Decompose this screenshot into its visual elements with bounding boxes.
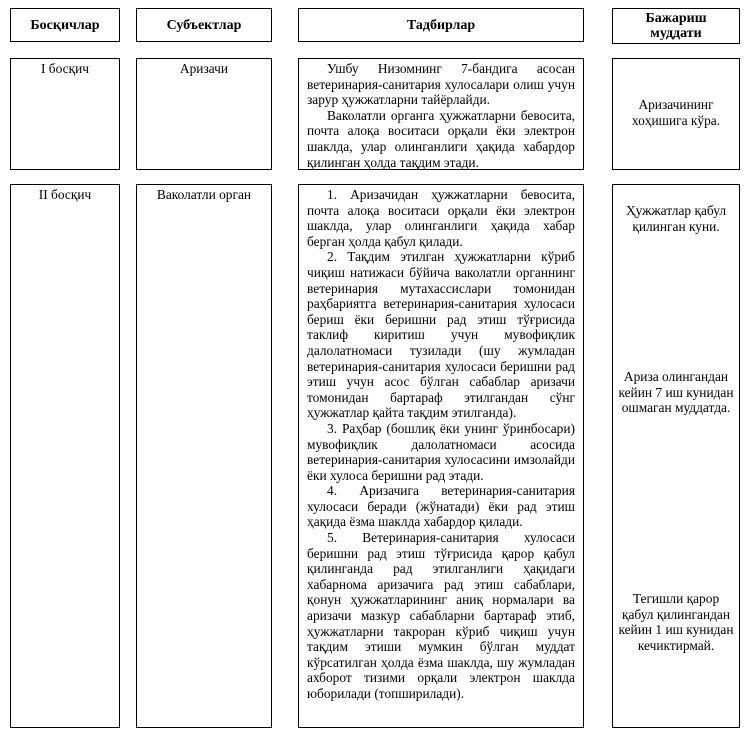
header-stages: Босқичлар bbox=[10, 8, 120, 42]
row2-action-1: 1. Аризачидан ҳужжатларни бевосита, почта алоқа воситаси орқали ёки электрон шаклда, улар олинганлиги ҳақида хабар берган ҳолда қабул қилади. bbox=[307, 187, 575, 249]
row1-action-2: Ваколатли органга ҳужжатларни бевосита, почта алоқа воситаси орқали ёки электрон шаклда, улар олинганлиги ҳақида хабардор қилинган ҳолда тақдим этади. bbox=[307, 107, 575, 170]
row1-deadline-cell bbox=[612, 58, 740, 170]
row2-action-4: 4. Аризачига ветеринария-санитария хулосаси беради (жўнатади) ёки рад этиш ҳақида ёзма шаклда хабардор қилади. bbox=[307, 483, 575, 530]
row1-stage: I босқич bbox=[10, 58, 120, 170]
row1-actions bbox=[298, 58, 584, 170]
header-subjects: Субъектлар bbox=[136, 8, 272, 42]
row2-subject: Ваколатли орган bbox=[136, 184, 272, 728]
row2-deadline-3: Тегишли қарор қабул қилингандан кейин 1 иш кунидан кечиктирмай. bbox=[618, 591, 734, 653]
row1-subject: Аризачи bbox=[136, 58, 272, 170]
row2-actions bbox=[298, 184, 584, 728]
row1-deadline: Аризачининг хоҳишига кўра. bbox=[631, 97, 721, 128]
header-actions: Тадбирлар bbox=[298, 8, 584, 42]
row2-action-3: 3. Раҳбар (бошлиқ ёки унинг ўринбосари) мувофиқлик далолатномаси асосида ветеринария-санитария хулосасини имзолайди ёки хулоса беришни рад этади. bbox=[307, 420, 575, 483]
row2-action-2: 2. Тақдим этилган ҳужжатларни кўриб чиқиш натижаси бўйича ваколатли органнинг ветеринария мутахассислари томонидан раҳбариятга ветеринария-санитария хулосаси бериш ёки беришни рад этиш тўғрисида таклиф киритиш учун мувофиқлик далолатномаси тузилади (шу жумладан ветеринария-санитария хулосаси беришни рад этиш учун асос бўлган сабаблар аризачи томонидан бартараф этилгандан сўнг ҳужжатлар қайта тақдим этилганда). bbox=[307, 249, 575, 421]
row2-deadline-1: Ҳужжатлар қабул қилинган куни. bbox=[625, 203, 727, 234]
row2-deadline-cell bbox=[612, 184, 740, 728]
row1-action-1: Ушбу Низомнинг 7-бандига асосан ветеринария-санитария хулосалари олиш учун зарур ҳужжатларни тайёрлайди. bbox=[307, 61, 575, 108]
row2-deadline-2: Ариза олингандан кейин 7 иш кунидан ошмаган муддатда. bbox=[618, 369, 734, 416]
row2-action-5: 5. Ветеринария-санитария хулосаси беришни рад этиш тўғрисида қарор қабул қилинганда рад этилганлиги ҳақидаги хабарнома аризачига рад этиш сабаблари, қонун ҳужжатларининг аниқ нормалари ва аризачи мазкур сабабларни бартараф этиб, ҳужжатларни такроран кўриб чиқиш учун тақдим этиши мумкин бўлган муддат кўрсатилган ҳолда ёзма шаклда, шу жумладан ахборот тизими орқали электрон шаклда юборилади (топширилади). bbox=[307, 530, 575, 701]
header-deadline: Бажариш муддати bbox=[612, 8, 740, 44]
row2-stage: II босқич bbox=[10, 184, 120, 728]
